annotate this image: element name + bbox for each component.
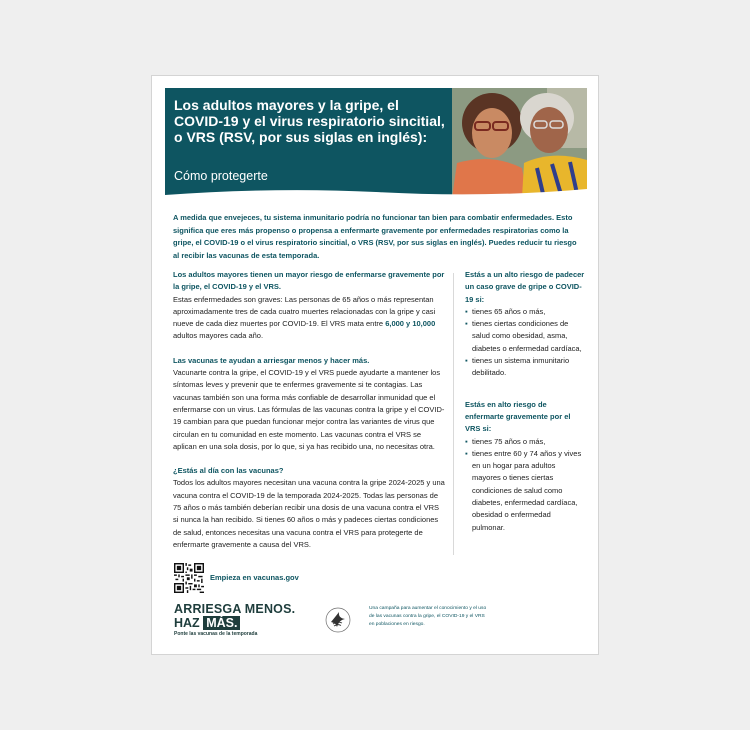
column-divider bbox=[453, 273, 454, 555]
banner-wave bbox=[165, 186, 587, 198]
square-bullet-icon: ▪ bbox=[465, 319, 468, 329]
flu-covid-risk-box bbox=[465, 269, 585, 380]
stat-high: 10,000 bbox=[412, 319, 436, 329]
list-item-text: tienes entre 60 y 74 años y vives en un hogar para adultos mayores o tienes ciertas condiciones de salud como diabetes, enfermedad cardíaca, obesidad o enfermedad pulmonar. bbox=[472, 448, 582, 532]
logo-line-2 bbox=[174, 616, 324, 630]
rsv-risk-box bbox=[465, 399, 585, 534]
list-item bbox=[465, 355, 585, 380]
list-item bbox=[465, 436, 585, 448]
list-item bbox=[465, 448, 585, 534]
logo-haz: HAZ bbox=[174, 616, 200, 630]
rsv-risk-heading: Estás en alto riesgo de enfermarte gravemente por el VRS si: bbox=[465, 399, 571, 434]
section-risk-heading: Los adultos mayores tienen un mayor riesgo de enfermarse gravemente por la gripe, el COVID-19 y el VRS. bbox=[173, 270, 445, 292]
stat-and: y bbox=[403, 319, 413, 329]
page-title: Los adultos mayores y la gripe, el COVID-19 y el virus respiratorio sincitial, o VRS (RSV, por sus siglas en inglés): bbox=[174, 97, 445, 145]
section-risk-body bbox=[173, 294, 445, 343]
section-up-to-date-body: Todos los adultos mayores necesitan una vacuna contra la gripe 2024-2025 y una vacuna contra el COVID-19 de la temporada 2024-2025. Todas las personas de 75 años o más también deberían recibir una dosis de una vacuna contra el VRS si nunca la han recibido. Si tienes 60 años o más y padeces ciertas condiciones de salud, entonces necesitas una vacuna contra el VRS para protegerte de enfermarte gravemente a causa del VRS. bbox=[173, 478, 445, 549]
list-item bbox=[465, 318, 585, 355]
campaign-description: Una campaña para aumentar el conocimiento y el uso de las vacunas contra la gripe, el COVID-19 y el VRS en poblaciones en riesgo. bbox=[369, 606, 487, 628]
list-item bbox=[465, 306, 585, 318]
intro-paragraph: A medida que envejeces, tu sistema inmunitario podría no funcionar tan bien para combatir enfermedades. Esto significa que eres más propenso o propensa a enfermarte gravemente por enfermedades respiratorias como la gripe, el COVID-19 o el virus respiratorio sincitial, o VRS (RSV, por sus siglas en inglés). Puedes reducir tu riesgo al recibir las vacunas de esta temporada. bbox=[173, 213, 577, 261]
flyer-page bbox=[151, 75, 599, 655]
photo-two-older-women bbox=[452, 88, 587, 198]
square-bullet-icon: ▪ bbox=[465, 356, 468, 366]
left-column bbox=[173, 269, 445, 563]
qr-link-label[interactable]: Empieza en vacunas.gov bbox=[210, 573, 299, 582]
header-banner bbox=[165, 88, 587, 198]
stat-low: 6,000 bbox=[385, 319, 404, 329]
section-up-to-date bbox=[173, 465, 445, 551]
list-item-text: tienes un sistema inmunitario debilitado. bbox=[472, 356, 570, 378]
square-bullet-icon: ▪ bbox=[465, 436, 468, 446]
section-vaccines-heading: Las vacunas te ayudan a arriesgar menos y hacer más. bbox=[173, 355, 370, 365]
list-item-text: tienes 75 años o más, bbox=[472, 436, 546, 446]
qr-code-icon[interactable] bbox=[174, 563, 204, 593]
logo-mas: MÁS. bbox=[203, 616, 240, 630]
logo-line-1: ARRIESGA MENOS. bbox=[174, 602, 296, 616]
section-risk-text-end: adultos mayores cada año. bbox=[173, 331, 264, 341]
square-bullet-icon: ▪ bbox=[465, 448, 468, 458]
section-vaccines-body: Vacunarte contra la gripe, el COVID-19 y el VRS puede ayudarte a mantener los síntomas leves y prevenir que te enfermes gravemente si te contagias. Las vacunas también son una forma más confiable de desarrollar inmunidad que el enfermarse con un virus. Las fórmulas de las vacunas contra la gripe y el COVID-19 cambian para que puedan funcionar mejor contra las variantes de virus que circulan en tu comunidad en este momento. Las vacunas contra el VRS se aplican en una sola dosis, por lo que, si ya has recibido una, no necesitas otra. bbox=[173, 368, 445, 451]
section-vaccines bbox=[173, 355, 445, 453]
campaign-logo bbox=[174, 602, 324, 637]
section-risk bbox=[173, 269, 445, 343]
section-up-to-date-heading: ¿Estás al día con las vacunas? bbox=[173, 466, 284, 476]
hhs-eagle-logo bbox=[325, 607, 351, 633]
section-risk-text: Estas enfermedades son graves: Las personas de 65 años o más representan aproximadamente tres de cada cuatro muertes relacionadas con la gripe y casi nueve de cada diez muertes por COVID-19. El VRS mata entre bbox=[173, 294, 436, 329]
page-subtitle: Cómo protegerte bbox=[174, 169, 268, 183]
square-bullet-icon: ▪ bbox=[465, 306, 468, 316]
list-item-text: tienes 65 años o más, bbox=[472, 306, 546, 316]
right-column bbox=[465, 269, 585, 553]
list-item-text: tienes ciertas condiciones de salud como obesidad, asma, diabetes o enfermedad cardíaca, bbox=[472, 319, 582, 353]
logo-tagline: Ponte las vacunas de la temporada bbox=[174, 631, 258, 637]
flu-covid-risk-heading: Estás a un alto riesgo de padecer un caso grave de gripe o COVID-19 si: bbox=[465, 270, 585, 304]
